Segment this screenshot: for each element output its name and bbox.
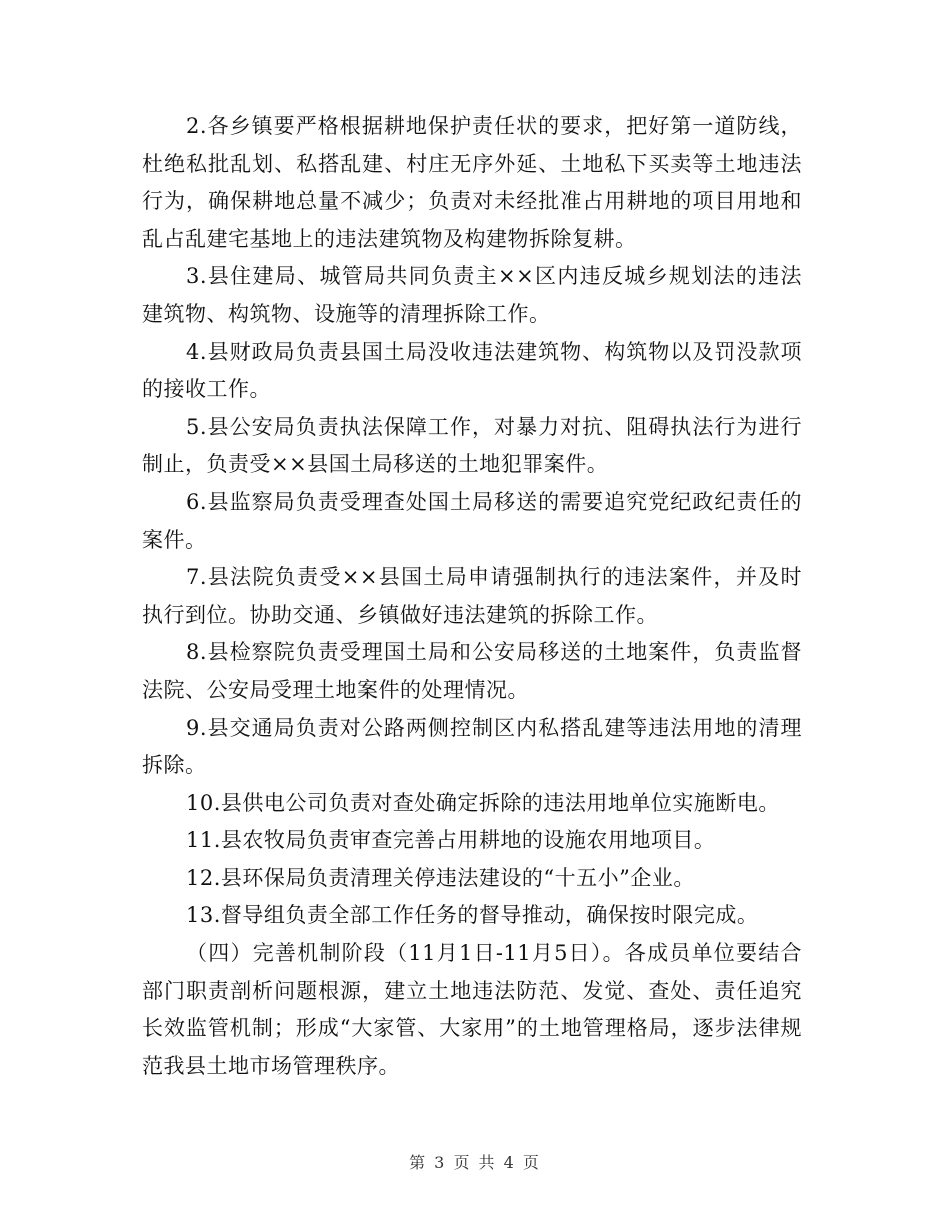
paragraph-stage-four: （四）完善机制阶段（11月1日-11月5日）。各成员单位要结合部门职责剖析问题根源，建立土地违法防范、发觉、查处、责任追究长效监管机制；形成“大家管、大家用”的土地管理格局，逐步法律规范我县土地市场管理秩序。 [142, 941, 802, 1078]
paragraph-item-12: 12.县环保局负责清理关停违法建设的“十五小”企业。 [186, 865, 695, 890]
page-number-footer: 第 3 页 共 4 页 [409, 1153, 541, 1172]
paragraph-item-10: 10.县供电公司负责对查处确定拆除的违法用地单位实施断电。 [186, 790, 780, 815]
paragraph-item-7: 7.县法院负责受××县国土局申请强制执行的违法案件，并及时执行到位。协助交通、乡镇做好违法建筑的拆除工作。 [142, 565, 802, 627]
paragraph-item-4: 4.县财政局负责县国土局没收违法建筑物、构筑物以及罚没款项的接收工作。 [142, 339, 802, 402]
paragraph-item-6: 6.县监察局负责受理查处国土局移送的需要追究党纪政纪责任的案件。 [142, 489, 802, 552]
paragraph-item-13: 13.督导组负责全部工作任务的督导推动，确保按时限完成。 [186, 903, 759, 928]
paragraph-item-11: 11.县农牧局负责审查完善占用耕地的设施农用地项目。 [186, 828, 716, 853]
paragraph-item-5: 5.县公安局负责执法保障工作，对暴力对抗、阻碍执法行为进行制止，负责受××县国土局移送的土地犯罪案件。 [142, 414, 802, 477]
document-body [142, 108, 802, 1085]
paragraph-item-9: 9.县交通局负责对公路两侧控制区内私搭乱建等违法用地的清理拆除。 [142, 715, 802, 778]
paragraph-item-8: 8.县检察院负责受理国土局和公安局移送的土地案件，负责监督法院、公安局受理土地案件的处理情况。 [142, 640, 802, 702]
paragraph-item-3: 3.县住建局、城管局共同负责主××区内违反城乡规划法的违法建筑物、构筑物、设施等的清理拆除工作。 [142, 264, 802, 326]
paragraph-item-2: 2.各乡镇要严格根据耕地保护责任状的要求，把好第一道防线，杜绝私批乱划、私搭乱建、村庄无序外延、土地私下买卖等土地违法行为，确保耕地总量不减少；负责对未经批准占用耕地的项目用地和乱占乱建宅基地上的违法建筑物及构建物拆除复耕。 [142, 114, 802, 251]
